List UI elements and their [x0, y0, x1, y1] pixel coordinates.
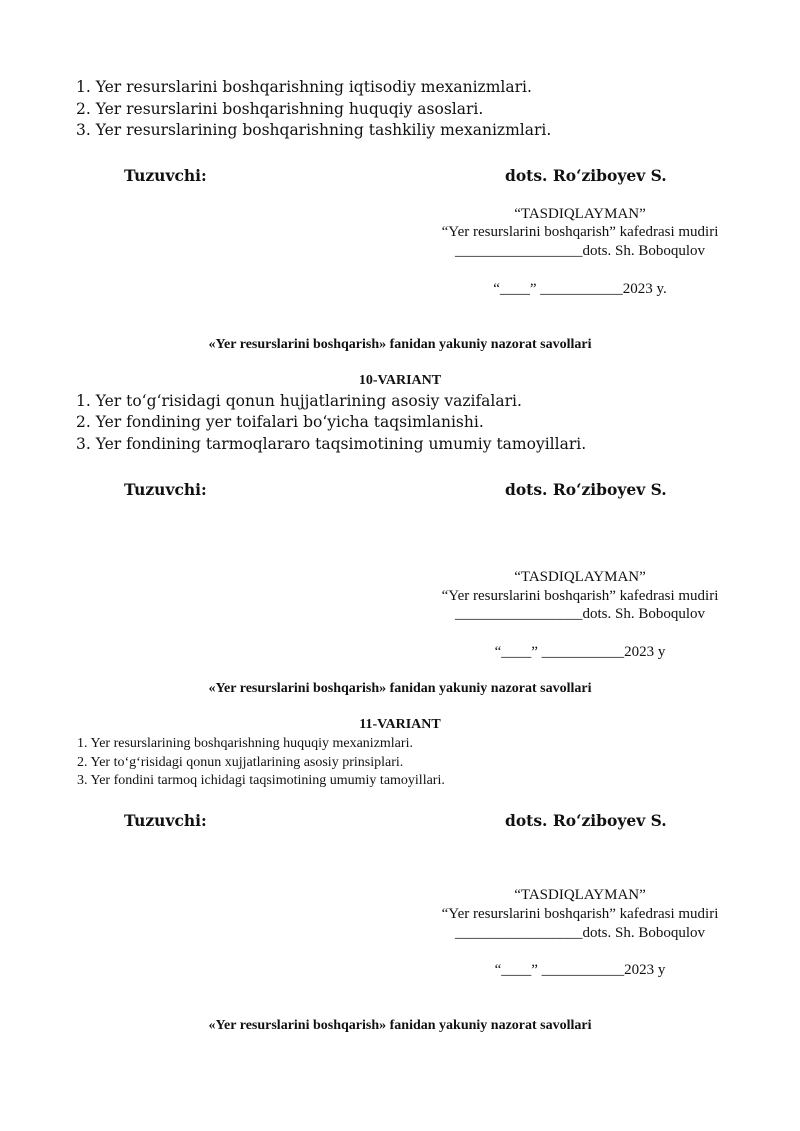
approve-title: “TASDIQLAYMAN”: [514, 569, 646, 585]
approve-title: “TASDIQLAYMAN”: [514, 887, 646, 903]
compiler-name: dots. Ro‘ziboyev S.: [505, 480, 667, 499]
variant-title: 11-VARIANT: [359, 717, 441, 732]
compiler-name: dots. Ro‘ziboyev S.: [505, 166, 667, 185]
compiler-label: Tuzuvchi:: [124, 811, 207, 830]
approve-department: “Yer resurslarini boshqarish” kafedrasi mudiri: [441, 224, 719, 240]
approve-signature-line: _________________dots. Sh. Boboqulov: [454, 606, 706, 622]
list-item: 2. Yer to‘g‘risidagi qonun xujjatlarining asosiy prinsiplari.: [77, 755, 404, 770]
approve-signature-line: _________________dots. Sh. Boboqulov: [454, 243, 706, 259]
list-item: 1. Yer resurslarini boshqarishning iqtisodiy mexanizmlari.: [76, 78, 532, 96]
list-item: 2. Yer resurslarini boshqarishning huquqiy asoslari.: [76, 100, 484, 118]
compiler-label: Tuzuvchi:: [124, 480, 207, 499]
list-item: 3. Yer fondini tarmoq ichidagi taqsimotining umumiy tamoyillari.: [77, 773, 445, 788]
list-item: 3. Yer resurslarining boshqarishning tashkiliy mexanizmlari.: [76, 121, 552, 139]
approve-signature-line: _________________dots. Sh. Boboqulov: [454, 925, 706, 941]
compiler-name: dots. Ro‘ziboyev S.: [505, 811, 667, 830]
approve-date: “____” ___________2023 y: [494, 644, 666, 660]
approve-date: “____” ___________2023 y: [494, 962, 666, 978]
list-item: 1. Yer resurslarining boshqarishning huquqiy mexanizmlari.: [77, 736, 413, 751]
list-item: 3. Yer fondining tarmoqlararo taqsimotining umumiy tamoyillari.: [76, 435, 587, 453]
exam-heading: «Yer resurslarini boshqarish» fanidan yakuniy nazorat savollari: [208, 681, 592, 696]
exam-heading: «Yer resurslarini boshqarish» fanidan yakuniy nazorat savollari: [208, 337, 592, 352]
approve-department: “Yer resurslarini boshqarish” kafedrasi mudiri: [441, 906, 719, 922]
list-item: 2. Yer fondining yer toifalari bo‘yicha taqsimlanishi.: [76, 413, 484, 431]
list-item: 1. Yer to‘g‘risidagi qonun hujjatlarining asosiy vazifalari.: [76, 392, 522, 410]
exam-heading: «Yer resurslarini boshqarish» fanidan yakuniy nazorat savollari: [208, 1018, 592, 1033]
approve-date: “____” ___________2023 y.: [493, 281, 667, 297]
approve-title: “TASDIQLAYMAN”: [514, 206, 646, 222]
variant-title: 10-VARIANT: [358, 373, 442, 388]
approve-department: “Yer resurslarini boshqarish” kafedrasi mudiri: [441, 588, 719, 604]
compiler-label: Tuzuvchi:: [124, 166, 207, 185]
